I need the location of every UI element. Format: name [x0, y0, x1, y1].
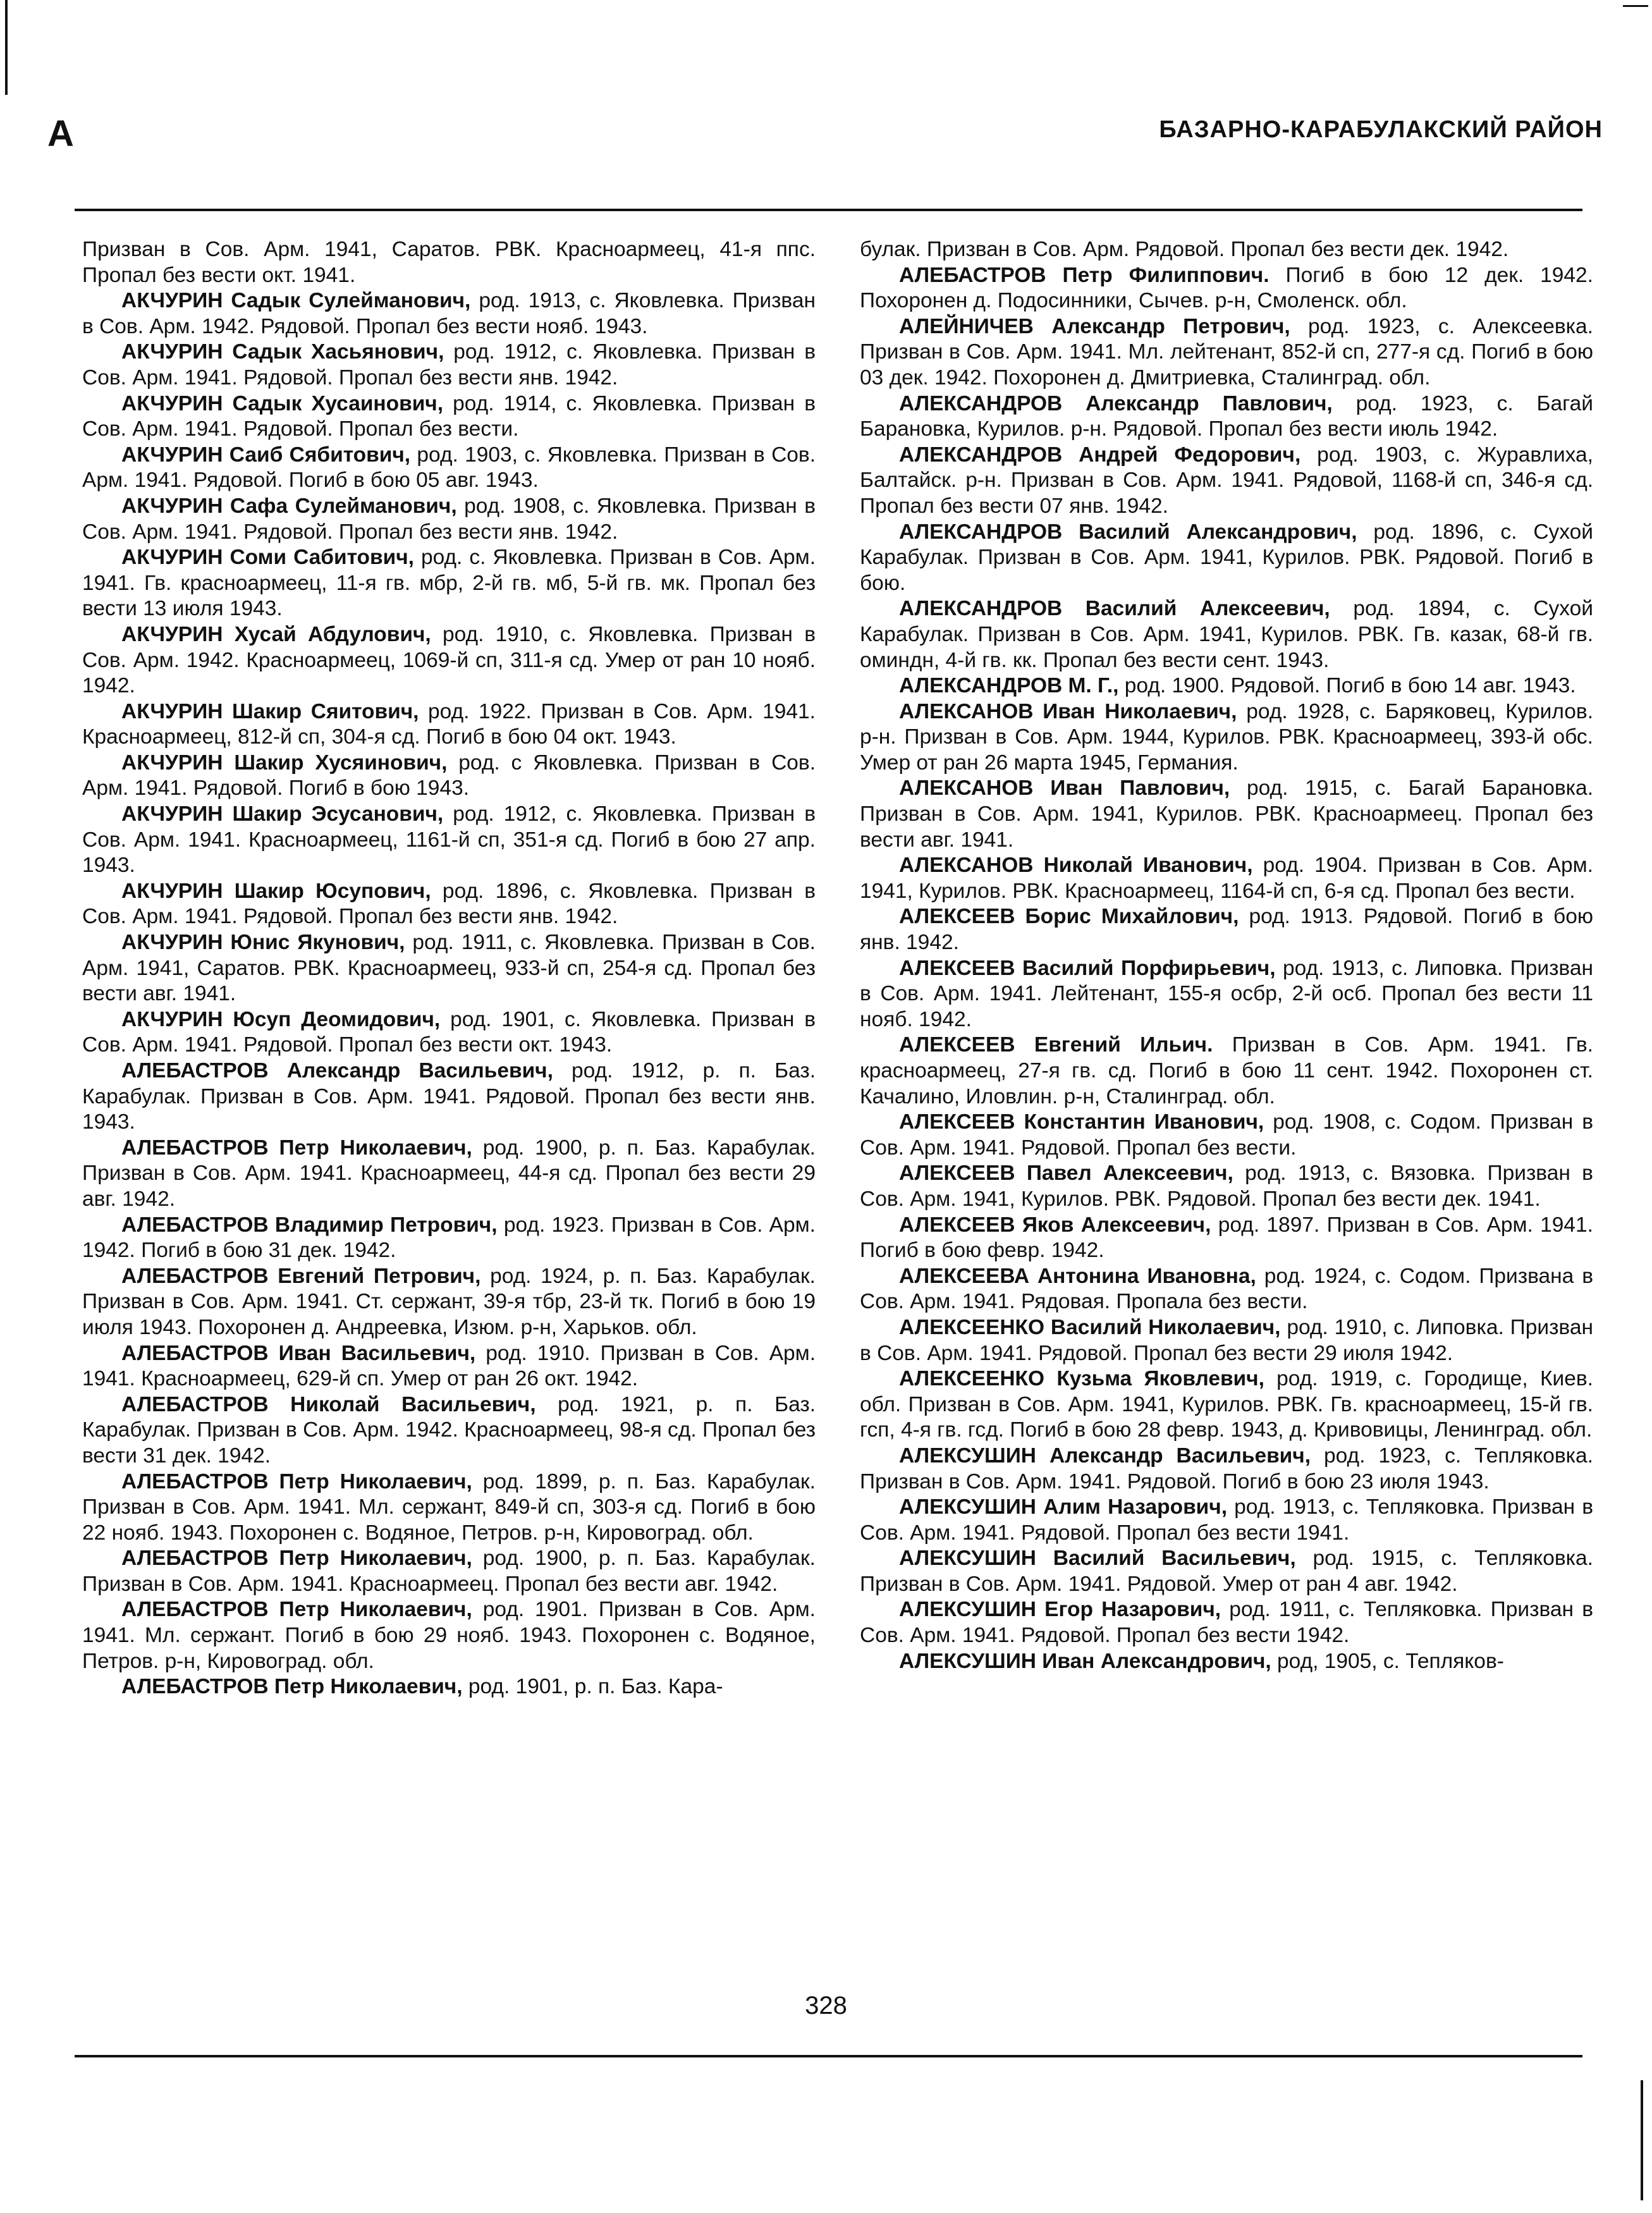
entry-text: род. 1897. Призван в Сов. Арм. 1941. Погиб в бою февр. 1942.	[860, 1213, 1593, 1263]
entry-text: род. 1913. Рядовой. Погиб в бою янв. 1942.	[860, 905, 1593, 955]
memorial-entry	[82, 1597, 816, 1674]
entry-name: АЛЕБАСТРОВ Петр Филиппович.	[899, 263, 1270, 287]
entry-name: АЛЕКСЕЕВ Борис Михайлович,	[899, 905, 1239, 929]
entry-text: Призван в Сов. Арм. 1941, Саратов. РВК. Красноармеец, 41-я ппс. Пропал без вести окт. 1941.	[82, 238, 816, 287]
page-letter: А	[47, 113, 75, 154]
entry-text: род. 1908, с. Яковлевка. Призван в Сов. Арм. 1941. Рядовой. Пропал без вести янв. 1942.	[82, 494, 816, 544]
entry-text: Погиб в бою 12 дек. 1942. Похоронен д. Подосинники, Сычев. р-н, Смоленск. обл.	[860, 263, 1593, 313]
memorial-entry	[860, 1366, 1593, 1444]
memorial-entry	[860, 263, 1593, 314]
entry-name: АЛЕКСЕЕВ Павел Алексеевич,	[899, 1162, 1233, 1186]
entry-text: род. 1924, с. Содом. Призвана в Сов. Арм. 1941. Рядовая. Пропала без вести.	[860, 1264, 1593, 1314]
memorial-entry	[860, 1033, 1593, 1110]
text-column-left	[82, 237, 816, 1982]
entry-text: род. 1912, с. Яковлевка. Призван в Сов. Арм. 1941. Красноармеец, 1161-й сп, 351-я сд. Погиб в бою 27 апр. 1943.	[82, 802, 816, 878]
memorial-entry	[860, 673, 1593, 699]
entry-text: Призван в Сов. Арм. 1941. Гв. красноармеец, 27-я гв. сд. Погиб в бою 11 сент. 1942. Похоронен ст. Качалино, Иловлин. р-н, Сталинград. обл.	[860, 1033, 1593, 1108]
entry-text: род. 1915, с. Багай Барановка. Призван в Сов. Арм. 1941, Курилов. РВК. Красноармеец. Пропал без вести авг. 1941.	[860, 776, 1593, 852]
entry-text: род. 1921, р. п. Баз. Карабулак. Призван в Сов. Арм. 1942. Красноармеец, 98-я сд. Пропал без вести 31 дек. 1942.	[82, 1392, 816, 1468]
memorial-entry	[82, 930, 816, 1007]
entry-name: АЛЕКСЕЕВ Яков Алексеевич,	[899, 1213, 1211, 1237]
memorial-entry	[860, 699, 1593, 776]
entry-text: род. 1923, с. Алексеевка. Призван в Сов. Арм. 1941. Мл. лейтенант, 852-й сп, 277-я сд. Погиб в бою 03 дек. 1942. Похоронен д. Дмитриевка, Сталинград. обл.	[860, 314, 1593, 389]
memorial-entry	[82, 622, 816, 699]
memorial-entry	[82, 1469, 816, 1547]
entry-name: АЛЕБАСТРОВ Петр Николаевич,	[121, 1598, 472, 1622]
entry-name: АЛЕБАСТРОВ Петр Николаевич,	[121, 1675, 463, 1699]
entry-text: род. 1915, с. Тепляковка. Призван в Сов. Арм. 1941. Рядовой. Умер от ран 4 авг. 1942.	[860, 1547, 1593, 1596]
entry-name: АКЧУРИН Юнис Якунович,	[121, 931, 405, 955]
entry-name: АКЧУРИН Садык Сулейманович,	[121, 289, 471, 313]
entry-name: АЛЕКСУШИН Егор Назарович,	[899, 1598, 1221, 1622]
memorial-entry	[82, 879, 816, 930]
entry-name: АЛЕКСЕЕВА Антонина Ивановна,	[899, 1264, 1256, 1288]
section-title: БАЗАРНО-КАРАБУЛАКСКИЙ РАЙОН	[1159, 116, 1603, 143]
entry-name: АЛЕКСЕЕВ Константин Иванович,	[899, 1110, 1264, 1134]
memorial-entry	[82, 802, 816, 879]
entry-text: род. 1919, с. Городище, Киев. обл. Призван в Сов. Арм. 1941, Курилов. РВК. Гв. красноармеец, 15-й гв. гсп, 4-я гв. гсд. Погиб в бою 28 февр. 1943, д. Кривовицы, Ленинград. обл.	[860, 1367, 1593, 1442]
memorial-entry	[860, 391, 1593, 443]
memorial-entry	[82, 237, 816, 288]
entry-text: род. 1896, с. Сухой Карабулак. Призван в Сов. Арм. 1941, Курилов. РВК. Рядовой. Погиб в бою.	[860, 520, 1593, 595]
memorial-entry	[860, 1213, 1593, 1264]
entry-name: АЛЕКСЕЕНКО Василий Николаевич,	[899, 1315, 1281, 1339]
entry-text: род. 1913, с. Тепляковка. Призван в Сов. Арм. 1941. Рядовой. Пропал без вести 1941.	[860, 1495, 1593, 1545]
entry-text: род. 1913, с. Яковлевка. Призван в Сов. Арм. 1942. Рядовой. Пропал без вести нояб. 1943.	[82, 289, 816, 338]
entry-text: род, 1905, с. Тепляков-	[1271, 1649, 1504, 1673]
entry-name: АЛЕКСАНДРОВ Александр Павлович,	[899, 391, 1333, 415]
memorial-entry	[82, 1136, 816, 1213]
entry-text: род. 1923. Призван в Сов. Арм. 1942. Погиб в бою 31 дек. 1942.	[82, 1213, 816, 1263]
entry-name: АЛЕЙНИЧЕВ Александр Петрович,	[899, 314, 1290, 338]
margin-mark-right-top	[1623, 5, 1648, 7]
entry-text: род. 1900, р. п. Баз. Карабулак. Призван в Сов. Арм. 1941. Красноармеец. Пропал без вести авг. 1942.	[82, 1547, 816, 1596]
memorial-entry	[860, 1315, 1593, 1366]
entry-text: род. 1904. Призван в Сов. Арм. 1941, Курилов. РВК. Красноармеец, 1164-й сп, 6-я сд. Пропал без вести.	[860, 854, 1593, 903]
memorial-entry	[860, 237, 1593, 263]
memorial-entry	[82, 1007, 816, 1058]
memorial-entry	[860, 956, 1593, 1033]
entry-text: род. 1913, с. Вязовка. Призван в Сов. Арм. 1941, Курилов. РВК. Рядовой. Пропал без вести дек. 1941.	[860, 1162, 1593, 1211]
entry-name: АЛЕКСУШИН Александр Васильевич,	[899, 1444, 1311, 1468]
memorial-entry	[82, 1546, 816, 1597]
memorial-entry	[860, 1444, 1593, 1495]
memorial-entry	[82, 1674, 816, 1700]
entry-text: род. 1911, с. Тепляковка. Призван в Сов. Арм. 1941. Рядовой. Пропал без вести 1942.	[860, 1598, 1593, 1648]
entry-name: АКЧУРИН Шакир Хусяинович,	[121, 751, 448, 775]
memorial-entry	[860, 1110, 1593, 1161]
memorial-entry	[82, 391, 816, 443]
entry-text: род. 1911, с. Яковлевка. Призван в Сов. Арм. 1941, Саратов. РВК. Красноармеец, 933-й сп, 254-я сд. Пропал без вести авг. 1941.	[82, 931, 816, 1006]
entry-text: род. 1912, р. п. Баз. Карабулак. Призван в Сов. Арм. 1941. Рядовой. Пропал без вести янв. 1943.	[82, 1059, 816, 1134]
memorial-entry	[82, 1341, 816, 1392]
entry-text: род. 1901, с. Яковлевка. Призван в Сов. Арм. 1941. Рядовой. Пропал без вести окт. 1943.	[82, 1007, 816, 1057]
memorial-entry	[860, 1495, 1593, 1546]
memorial-entry	[82, 443, 816, 494]
entry-name: АКЧУРИН Садык Хусаинович,	[121, 391, 444, 415]
entry-text: род. 1910. Призван в Сов. Арм. 1941. Красноармеец, 629-й сп. Умер от ран 26 окт. 1942.	[82, 1341, 816, 1391]
entry-name: АЛЕКСЕЕВ Василий Порфирьевич,	[899, 956, 1276, 980]
entry-text: род. 1901, р. п. Баз. Кара-	[462, 1675, 723, 1699]
entry-text: род. 1900. Рядовой. Погиб в бою 14 авг. 1943.	[1118, 674, 1576, 698]
memorial-entry	[82, 545, 816, 622]
entry-name: АЛЕБАСТРОВ Петр Николаевич,	[121, 1469, 472, 1493]
entry-name: АКЧУРИН Соми Сабитович,	[121, 546, 414, 570]
memorial-entry	[860, 314, 1593, 391]
entry-text: род. 1901. Призван в Сов. Арм. 1941. Мл. сержант. Погиб в бою 29 нояб. 1943. Похоронен с. Водяное, Петров. р-н, Кировоград. обл.	[82, 1598, 816, 1673]
memorial-entry	[82, 699, 816, 751]
memorial-entry	[860, 776, 1593, 853]
entry-name: АЛЕКСАНДРОВ Андрей Федорович,	[899, 443, 1301, 467]
entry-name: АЛЕКСУШИН Иван Александрович,	[899, 1649, 1271, 1673]
entry-text: род. 1896, с. Яковлевка. Призван в Сов. Арм. 1941. Рядовой. Пропал без вести янв. 1942.	[82, 879, 816, 929]
margin-mark-left	[5, 0, 8, 95]
entry-text: род. 1914, с. Яковлевка. Призван в Сов. Арм. 1941. Рядовой. Пропал без вести.	[82, 391, 816, 441]
entry-name: АЛЕКСЕЕНКО Кузьма Яковлевич,	[899, 1367, 1264, 1391]
entry-name: АЛЕБАСТРОВ Петр Николаевич,	[121, 1136, 472, 1160]
memorial-entry	[860, 1264, 1593, 1315]
entry-text: род. 1894, с. Сухой Карабулак. Призван в Сов. Арм. 1941, Курилов. РВК. Гв. казак, 68-й гв. оминдн, 4-й гв. кк. Пропал без вести сент. 1943.	[860, 597, 1593, 672]
entry-text: род. 1923, с. Тепляковка. Призван в Сов. Арм. 1941. Рядовой. Погиб в бою 23 июля 1943.	[860, 1444, 1593, 1493]
entry-text: род. 1924, р. п. Баз. Карабулак. Призван в Сов. Арм. 1941. Ст. сержант, 39-я тбр, 23-й тк. Погиб в бою 19 июля 1943. Похоронен д. Андреевка, Изюм. р-н, Харьков. обл.	[82, 1264, 816, 1339]
entry-name: АКЧУРИН Шакир Эсусанович,	[121, 802, 444, 826]
memorial-entry	[82, 494, 816, 545]
entry-name: АЛЕБАСТРОВ Николай Васильевич,	[121, 1392, 536, 1416]
memorial-entry	[82, 340, 816, 391]
entry-text: род. 1912, с. Яковлевка. Призван в Сов. Арм. 1941. Рядовой. Пропал без вести янв. 1942.	[82, 340, 816, 389]
memorial-entry	[860, 1161, 1593, 1212]
entry-name: АЛЕКСАНОВ Николай Иванович,	[899, 854, 1253, 878]
entry-text: род. 1910, с. Яковлевка. Призван в Сов. Арм. 1942. Красноармеец, 1069-й сп, 311-я сд. Умер от ран 10 нояб. 1942.	[82, 622, 816, 698]
entry-name: АЛЕКСАНОВ Иван Николаевич,	[899, 699, 1237, 723]
entry-text: род. 1900, р. п. Баз. Карабулак. Призван в Сов. Арм. 1941. Красноармеец, 44-я сд. Пропал без вести 29 авг. 1942.	[82, 1136, 816, 1211]
text-column-right	[860, 237, 1593, 1982]
entry-name: АЛЕКСЕЕВ Евгений Ильич.	[899, 1033, 1213, 1057]
memorial-entry	[860, 1649, 1593, 1675]
entry-name: АЛЕБАСТРОВ Евгений Петрович,	[121, 1264, 481, 1288]
entry-name: АЛЕКСУШИН Василий Васильевич,	[899, 1547, 1296, 1571]
memorial-entry	[82, 1058, 816, 1136]
footer-rule	[75, 2055, 1582, 2057]
entry-text: род. 1899, р. п. Баз. Карабулак. Призван в Сов. Арм. 1941. Мл. сержант, 849-й сп, 303-я сд. Погиб в бою 22 нояб. 1943. Похоронен с. Водяное, Петров. р-н, Кировоград. обл.	[82, 1469, 816, 1545]
margin-mark-right-bottom	[1641, 2080, 1643, 2200]
memorial-entry	[82, 1264, 816, 1341]
entry-text: род. 1910, с. Липовка. Призван в Сов. Арм. 1941. Рядовой. Пропал без вести 29 июля 1942.	[860, 1315, 1593, 1365]
entry-name: АКЧУРИН Сафа Сулейманович,	[121, 494, 457, 518]
entry-name: АКЧУРИН Шакир Юсупович,	[121, 879, 431, 903]
memorial-entry	[82, 288, 816, 340]
memorial-entry	[860, 1546, 1593, 1597]
memorial-entry	[860, 443, 1593, 520]
entry-name: АЛЕКСАНОВ Иван Павлович,	[899, 776, 1230, 800]
entry-text: род. с Яковлевка. Призван в Сов. Арм. 1941. Рядовой. Погиб в бою 1943.	[82, 751, 816, 800]
memorial-entry	[82, 1392, 816, 1469]
entry-name: АКЧУРИН Садык Хасьянович,	[121, 340, 444, 364]
memorial-entry	[82, 1213, 816, 1264]
entry-name: АКЧУРИН Шакир Сяитович,	[121, 699, 419, 723]
header-rule	[75, 209, 1582, 211]
entry-text: род. 1923, с. Багай Барановка, Курилов. р-н. Рядовой. Пропал без вести июль 1942.	[860, 391, 1593, 441]
memorial-entry	[860, 1597, 1593, 1648]
memorial-entry	[860, 853, 1593, 904]
memorial-entry	[860, 596, 1593, 673]
entry-name: АЛЕКСАНДРОВ Василий Александрович,	[899, 520, 1357, 544]
entry-text: булак. Призван в Сов. Арм. Рядовой. Пропал без вести дек. 1942.	[860, 238, 1509, 261]
memorial-entry	[82, 751, 816, 802]
entry-text: род. 1928, с. Баряковец, Курилов. р-н. Призван в Сов. Арм. 1944, Курилов. РВК. Красноармеец, 393-й обс. Умер от ран 26 марта 1945, Германия.	[860, 699, 1593, 775]
entry-text: род. 1908, с. Содом. Призван в Сов. Арм. 1941. Рядовой. Пропал без вести.	[860, 1110, 1593, 1160]
entry-text: род. 1903, с. Яковлевка. Призван в Сов. Арм. 1941. Рядовой. Погиб в бою 05 авг. 1943.	[82, 443, 816, 493]
entry-name: АКЧУРИН Хусай Абдулович,	[121, 622, 431, 646]
entry-text: род. с. Яковлевка. Призван в Сов. Арм. 1941. Гв. красноармеец, 11-я гв. мбр, 2-й гв. мб, 5-й гв. мк. Пропал без вести 13 июля 1943.	[82, 546, 816, 621]
entry-text: род. 1913, с. Липовка. Призван в Сов. Арм. 1941. Лейтенант, 155-я осбр, 2-й осб. Пропал без вести 11 нояб. 1942.	[860, 956, 1593, 1031]
entry-name: АЛЕБАСТРОВ Иван Васильевич,	[121, 1341, 476, 1365]
entry-name: АКЧУРИН Саиб Сябитович,	[121, 443, 411, 467]
entry-name: АЛЕБАСТРОВ Александр Васильевич,	[121, 1059, 553, 1082]
entry-name: АЛЕКСАНДРОВ М. Г.,	[899, 674, 1119, 698]
entry-name: АЛЕБАСТРОВ Владимир Петрович,	[121, 1213, 498, 1237]
entry-name: АЛЕКСАНДРОВ Василий Алексеевич,	[899, 597, 1330, 621]
entry-name: АЛЕБАСТРОВ Петр Николаевич,	[121, 1547, 472, 1571]
entry-text: род. 1922. Призван в Сов. Арм. 1941. Красноармеец, 812-й сп, 304-я сд. Погиб в бою 04 окт. 1943.	[82, 699, 816, 749]
entry-name: АЛЕКСУШИН Алим Назарович,	[899, 1495, 1228, 1519]
page-number: 328	[805, 1992, 847, 2020]
entry-text: род. 1903, с. Журавлиха, Балтайск. р-н. Призван в Сов. Арм. 1941. Рядовой, 1168-й сп, 346-я сд. Пропал без вести 07 янв. 1942.	[860, 443, 1593, 518]
memorial-entry	[860, 520, 1593, 597]
memorial-entry	[860, 904, 1593, 955]
entry-name: АКЧУРИН Юсуп Деомидович,	[121, 1007, 441, 1031]
